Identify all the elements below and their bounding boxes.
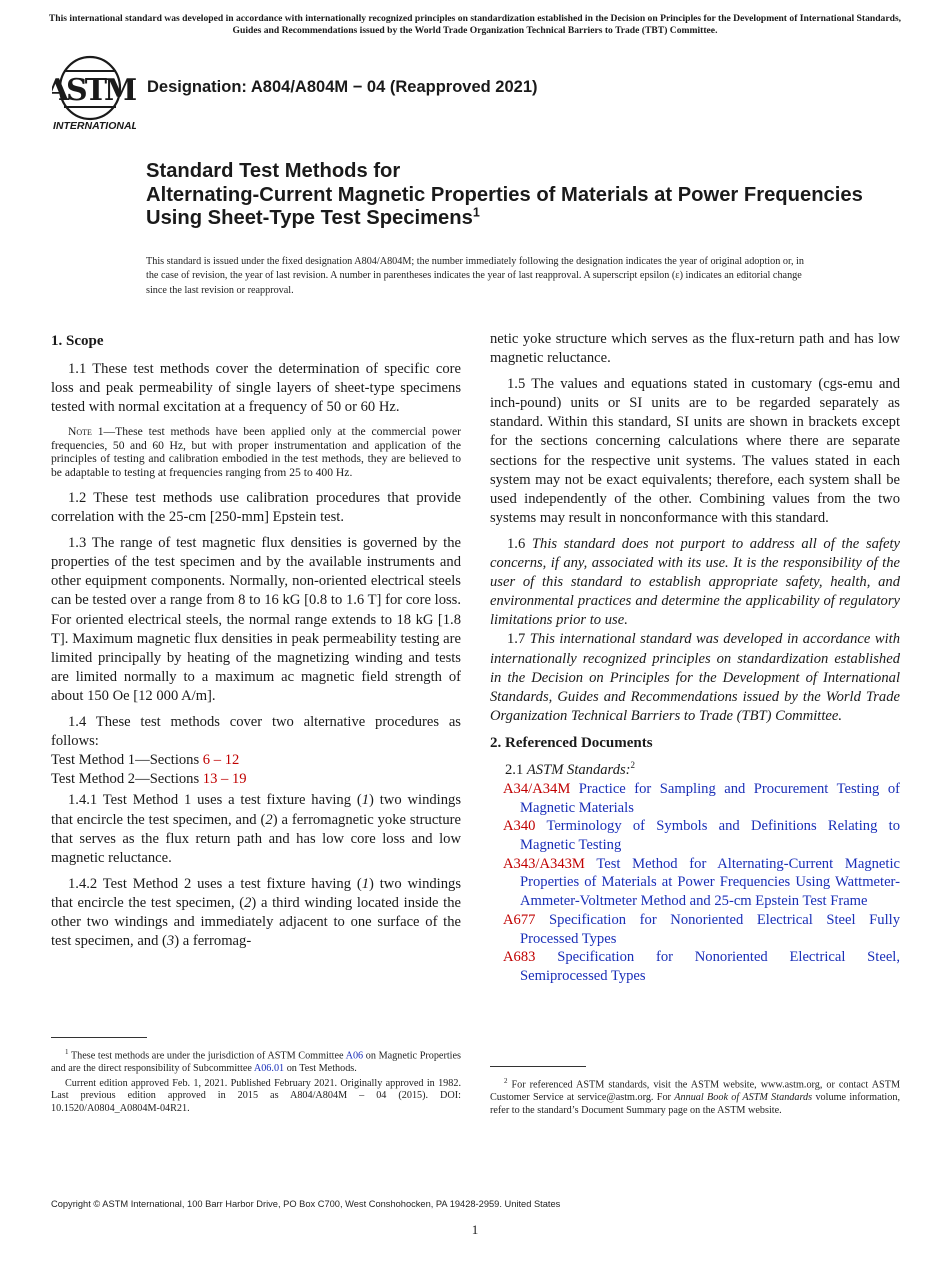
para-1-1: 1.1 These test methods cover the determination of specific core loss and peak permeability of single layers of sheet-type specimens tested with normal excitation at a frequency of 50 or 60 Hz. [51,361,461,416]
para-1-4: 1.4 These test methods cover two alternative procedures as follows: [51,714,461,750]
title-line-1: Standard Test Methods for [146,160,401,182]
issued-note: This standard is issued under the fixed designation A804/A804M; the number immediately following the designation indicates the year of original adoption or, in the case of revision, the year of last revision. A number in parentheses indicates the year of last reapproval. A superscript epsilon (ε) indicates an editorial change since the last revision or reapproval. [146,256,804,296]
reference-title: Terminology of Symbols and Definitions Relating to Magnetic Testing [520,818,900,854]
test-method-1-line [51,751,461,770]
test-method-1-label: Test Method 1—Sections [51,752,203,769]
reference-code: A34/A34M [503,780,571,797]
section-2-heading: 2. Referenced Documents [490,734,653,751]
para-1-4-2-continued: netic yoke structure which serves as the flux-return path and has low magnetic reluctance. [490,331,900,367]
reference-code: A683 [503,949,536,966]
left-column [51,330,461,958]
note-label: Note [68,425,92,439]
reference-item[interactable] [490,948,900,985]
title-line-2: Alternating-Current Magnetic Properties of Materials at Power Frequencies Using Sheet-Type Test Specimens [146,183,863,229]
reference-item[interactable] [490,780,900,817]
para-1-6: 1.6 This standard does not purport to address all of the safety concerns, if any, associated with its use. It is the responsibility of the user of this standard to establish appropriate safety, health, and environmental practices and determine the applicability of regulatory limitations prior to use. [490,535,900,629]
para-1-4-2: 1.4.2 Test Method 2 uses a test fixture having (1) two windings that encircle the test specimen, (2) a third winding located inside the other two windings and immediately adjacent to one surface of the test specimen, and (3) a ferromag- [51,875,461,950]
para-1-4-1: 1.4.1 Test Method 1 uses a test fixture having (1) two windings that encircle the test specimen, and (2) a ferromagnetic yoke structure that serves as the flux return path and has low core loss and low magnetic reluctance. [51,792,461,866]
sections-6-12-link[interactable]: 6 – 12 [202,752,240,769]
copyright: Copyright © ASTM International, 100 Barr Harbor Drive, PO Box C700, West Conshohocken, PA 19428-2959. United States [51,1199,561,1209]
footnote-2: $^2$ For referenced ASTM standards, visit the ASTM website, www.astm.org, or contact ASTM Customer Service at service@astm.org. For Annual Book of ASTM Standards volume information, refer to the standard’s Document Summary page on the ASTM website. [490,1077,900,1116]
reference-item[interactable] [490,855,900,911]
reference-title: Specification for Nonoriented Electrical Steel Fully Processed Types [520,911,900,947]
para-1-2: 1.2 These test methods use calibration procedures that provide correlation with the 25-cm [250-mm] Epstein test. [51,490,461,526]
reference-item[interactable] [490,817,900,854]
para-1-5: 1.5 The values and equations stated in customary (cgs-emu and inch-pound) units or SI units are to be regarded separately as standard. Within this standard, SI units are shown in brackets except for the sections concerning calculations where there are separate sections for the respective unit systems. The values stated in each system may not be exact equivalents; therefore, each system shall be used independently of the other. Combining values from the two systems may result in nonconformance with this standard. [490,376,900,526]
logo-word: INTERNATIONAL [53,120,136,132]
designation: Designation: A804/A804M − 04 (Reapproved 2021) [147,78,538,96]
reference-item[interactable] [490,911,900,948]
right-column [490,330,900,986]
para-1-7: 1.7 This international standard was developed in accordance with internationally recognized principles on standardization established in the Decision on Principles for the Development of International Standards, Guides and Recommendations issued by the World Trade Organization Technical Barriers to Trade (TBT) Committee. [490,631,901,724]
header-notice: This international standard was developed in accordance with internationally recognized principles on standardization established in the Decision on Principles for the Development of International Standards, Guides and Recommendations issued by the World Trade Organization Technical Barriers to Trade (TBT) Committee. [48,13,902,36]
reference-title: Practice for Sampling and Procurement Testing of Magnetic Materials [520,780,900,816]
reference-title: Test Method for Alternating-Current Magnetic Properties of Materials at Power Frequencies Using Wattmeter-Ammeter-Voltmeter Method and 25-cm Epstein Test Frame [520,855,900,910]
test-method-2-label: Test Method 2—Sections [51,771,203,788]
astm-standards-heading: 2.1 ASTM Standards:$^2$ [505,759,636,778]
page-number: 1 [471,1222,479,1237]
logo-letters: ASTM [52,73,135,108]
title-footnote-mark: 1 [472,205,480,220]
footnote-1: $^1$ These test methods are under the jurisdiction of ASTM Committee A06 on Magnetic Properties and are the direct responsibility of Subcommittee A06.01 on Test Methods. Current edition approved Feb. 1, 2021. Published February 2021. Originally approved in 1982. Last previous edition approved in 2015 as A804/A804M – 04 (2015). DOI: 10.1520/A0804_A0804M-04R21. [51,1048,461,1114]
reference-code: A340 [503,818,536,835]
footnote-rule-left [51,1037,147,1038]
edition-note: Current edition approved Feb. 1, 2021. Published February 2021. Originally approved in 1982. Last previous edition approved in 2015 as A804/A804M – 04 (2015). DOI: 10.1520/A0804_A0804M-04R21. [51,1077,461,1114]
reference-code: A677 [503,911,536,928]
note-text: 1—These test methods have been applied only at the commercial power frequencies, 50 and 60 Hz, but with proper instrumentation and application of the principles of testing and calibration embodied in the test methods, they are believed to be adaptable to testing at frequencies ranging from 25 to 400 Hz. [51,425,461,479]
footnote-rule-right [490,1066,586,1067]
document-title [146,160,866,231]
para-1-3: 1.3 The range of test magnetic flux densities is governed by the properties of the test specimen and by the available instruments and other equipment components. Normally, non-oriented electrical steels can be tested over a range from 8 to 16 kG [0.8 to 1.6 T] for core loss. For oriented electrical steels, the normal range extends to 18 kG [1.8 T]. Maximum magnetic flux densities in peak permeability testing are limited principally by heating of the magnetizing winding and tests are limited normally to a maximum ac magnetic field strength of about 150 Oe [12 000 A/m]. [51,535,461,704]
sections-13-19-link[interactable]: 13 – 19 [202,771,247,788]
subcommittee-a06-01-link[interactable]: A06.01 [253,1062,285,1074]
committee-a06-link[interactable]: A06 [345,1050,364,1062]
reference-title: Specification for Nonoriented Electrical Steel, Semiprocessed Types [520,949,900,984]
reference-code: A343/A343M [503,855,585,872]
test-method-2-line [51,770,461,789]
note-1 [51,425,461,479]
astm-logo [52,55,136,133]
section-1-heading: 1. Scope [51,333,104,349]
